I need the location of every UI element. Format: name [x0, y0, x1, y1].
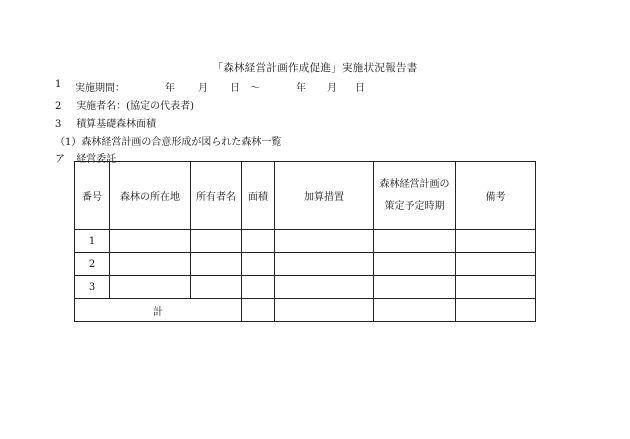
header-area: 面積: [242, 162, 275, 230]
row-number: 1: [75, 230, 110, 253]
item-number: 2: [55, 101, 62, 112]
total-label: 計: [75, 299, 242, 322]
header-location: 森林の所在地: [110, 162, 191, 230]
year-1: 年: [165, 83, 175, 94]
item-number: 1: [55, 79, 62, 90]
item-label: 実施者名：(協定の代表者): [76, 101, 194, 112]
cell-plan-schedule[interactable]: [374, 230, 456, 253]
cell-area[interactable]: [242, 253, 275, 276]
row-number: 2: [75, 253, 110, 276]
cell-additional-measures[interactable]: [275, 276, 374, 299]
table-row: [75, 253, 536, 276]
row-number: 3: [75, 276, 110, 299]
item-implementer: [55, 97, 194, 112]
total-additional-measures[interactable]: [275, 299, 374, 322]
day-1: 日: [230, 83, 240, 94]
year-2: 年: [296, 83, 306, 94]
subsection-forest-list: （1）森林経営計画の合意形成が図られた森林一覧: [55, 137, 282, 148]
cell-remarks[interactable]: [456, 230, 536, 253]
table-row: [75, 276, 536, 299]
cell-plan-schedule[interactable]: [374, 276, 456, 299]
subsection-label: 経営委託: [76, 154, 117, 165]
header-additional-measures: 加算措置: [275, 162, 374, 230]
cell-additional-measures[interactable]: [275, 253, 374, 276]
cell-area[interactable]: [242, 230, 275, 253]
month-2: 月: [327, 83, 337, 94]
table-header-row: [75, 162, 536, 230]
item-label: 実施期間：: [75, 83, 125, 94]
table-total-row: [75, 299, 536, 322]
cell-owner[interactable]: [191, 253, 242, 276]
header-plan-schedule-line2: 策定予定時期: [384, 200, 445, 212]
item-forest-area: [55, 115, 156, 130]
cell-location[interactable]: [110, 276, 191, 299]
day-2: 日: [355, 83, 365, 94]
header-plan-schedule-line1: 森林経営計画の: [379, 178, 450, 190]
header-remarks: 備考: [456, 162, 536, 230]
header-number: 番号: [75, 162, 110, 230]
subsection-letter: ア: [55, 154, 65, 165]
page-title: 「森林経営計画作成促進」実施状況報告書: [212, 62, 418, 74]
cell-owner[interactable]: [191, 230, 242, 253]
forest-list-table: [74, 161, 536, 322]
header-owner: 所有者名: [191, 162, 242, 230]
cell-location[interactable]: [110, 230, 191, 253]
item-number: 3: [55, 119, 62, 130]
header-plan-schedule: [374, 162, 456, 230]
cell-plan-schedule[interactable]: [374, 253, 456, 276]
table-row: [75, 230, 536, 253]
month-1: 月: [198, 83, 208, 94]
item-label: 積算基礎森林面積: [76, 119, 157, 130]
cell-remarks[interactable]: [456, 253, 536, 276]
cell-additional-measures[interactable]: [275, 230, 374, 253]
total-area[interactable]: [242, 299, 275, 322]
total-plan-schedule[interactable]: [374, 299, 456, 322]
cell-area[interactable]: [242, 276, 275, 299]
cell-location[interactable]: [110, 253, 191, 276]
total-remarks[interactable]: [456, 299, 536, 322]
cell-owner[interactable]: [191, 276, 242, 299]
item-implementation-period: [55, 79, 455, 94]
cell-remarks[interactable]: [456, 276, 536, 299]
tilde: ～: [250, 83, 260, 94]
